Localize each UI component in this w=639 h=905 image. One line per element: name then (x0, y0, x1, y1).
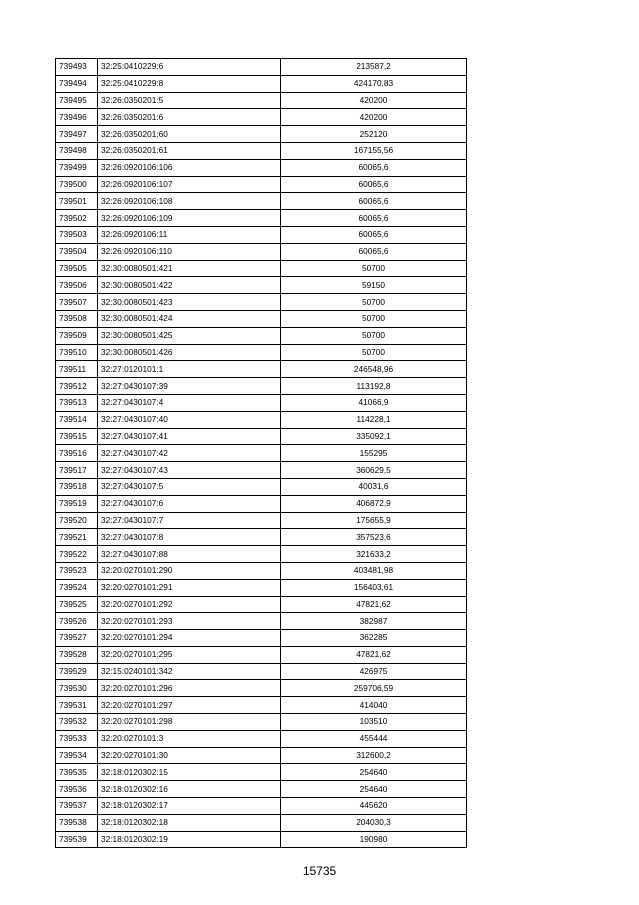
table-row (56, 663, 467, 680)
table-row (56, 428, 467, 445)
row-id-cell: 739513 (56, 394, 98, 411)
row-id-cell: 739496 (56, 109, 98, 126)
cadastral-number-cell: 32:20:0270101:298 (98, 714, 281, 731)
value-cell: 455444 (281, 730, 467, 747)
cadastral-number-cell: 32:20:0270101:292 (98, 596, 281, 613)
value-cell: 406872,9 (281, 495, 467, 512)
value-cell: 156403,61 (281, 579, 467, 596)
cadastral-number-cell: 32:26:0920106:106 (98, 159, 281, 176)
cadastral-number-cell: 32:27:0430107:43 (98, 462, 281, 479)
row-id-cell: 739504 (56, 243, 98, 260)
value-cell: 50700 (281, 344, 467, 361)
table-row (56, 92, 467, 109)
value-cell: 47821,62 (281, 646, 467, 663)
cadastral-number-cell: 32:27:0430107:42 (98, 445, 281, 462)
table-row (56, 546, 467, 563)
table-row (56, 630, 467, 647)
value-cell: 190980 (281, 831, 467, 848)
value-cell: 50700 (281, 294, 467, 311)
row-id-cell: 739499 (56, 159, 98, 176)
table-row (56, 277, 467, 294)
row-id-cell: 739520 (56, 512, 98, 529)
cadastral-number-cell: 32:26:0920106:110 (98, 243, 281, 260)
table-row (56, 697, 467, 714)
value-cell: 252120 (281, 126, 467, 143)
row-id-cell: 739530 (56, 680, 98, 697)
table-row (56, 445, 467, 462)
table-row (56, 109, 467, 126)
table-row (56, 562, 467, 579)
cadastral-number-cell: 32:18:0120302:19 (98, 831, 281, 848)
row-id-cell: 739511 (56, 361, 98, 378)
value-cell: 420200 (281, 92, 467, 109)
value-cell: 155295 (281, 445, 467, 462)
cadastral-number-cell: 32:27:0120101:1 (98, 361, 281, 378)
cadastral-number-cell: 32:20:0270101:294 (98, 630, 281, 647)
row-id-cell: 739531 (56, 697, 98, 714)
cadastral-number-cell: 32:26:0350201:60 (98, 126, 281, 143)
cadastral-number-cell: 32:18:0120302:17 (98, 798, 281, 815)
table-row (56, 714, 467, 731)
table-row (56, 310, 467, 327)
value-cell: 382987 (281, 613, 467, 630)
cadastral-number-cell: 32:20:0270101:293 (98, 613, 281, 630)
row-id-cell: 739536 (56, 781, 98, 798)
row-id-cell: 739539 (56, 831, 98, 848)
value-cell: 113192,8 (281, 378, 467, 395)
table-row (56, 462, 467, 479)
table-row (56, 596, 467, 613)
table-row (56, 529, 467, 546)
cadastral-number-cell: 32:18:0120302:15 (98, 764, 281, 781)
table-row (56, 646, 467, 663)
value-cell: 254640 (281, 781, 467, 798)
cadastral-number-cell: 32:26:0920106:109 (98, 210, 281, 227)
cadastral-number-cell: 32:30:0080501:426 (98, 344, 281, 361)
cadastral-number-cell: 32:20:0270101:30 (98, 747, 281, 764)
table-row (56, 814, 467, 831)
value-cell: 357523,6 (281, 529, 467, 546)
row-id-cell: 739522 (56, 546, 98, 563)
value-cell: 50700 (281, 327, 467, 344)
cadastral-number-cell: 32:26:0350201:6 (98, 109, 281, 126)
cadastral-number-cell: 32:27:0430107:8 (98, 529, 281, 546)
cadastral-number-cell: 32:18:0120302:16 (98, 781, 281, 798)
table-row (56, 142, 467, 159)
value-cell: 426975 (281, 663, 467, 680)
table-row (56, 226, 467, 243)
table-row (56, 512, 467, 529)
row-id-cell: 739519 (56, 495, 98, 512)
value-cell: 335092,1 (281, 428, 467, 445)
value-cell: 103510 (281, 714, 467, 731)
table-row (56, 411, 467, 428)
row-id-cell: 739517 (56, 462, 98, 479)
value-cell: 445620 (281, 798, 467, 815)
table-row (56, 747, 467, 764)
table-row (56, 159, 467, 176)
value-cell: 420200 (281, 109, 467, 126)
cadastral-number-cell: 32:20:0270101:295 (98, 646, 281, 663)
cadastral-number-cell: 32:27:0430107:5 (98, 478, 281, 495)
cadastral-number-cell: 32:26:0350201:61 (98, 142, 281, 159)
cadastral-number-cell: 32:26:0920106:107 (98, 176, 281, 193)
row-id-cell: 739527 (56, 630, 98, 647)
cadastral-number-cell: 32:25:0410229:6 (98, 59, 281, 76)
row-id-cell: 739501 (56, 193, 98, 210)
table-row (56, 831, 467, 848)
row-id-cell: 739528 (56, 646, 98, 663)
table-row (56, 260, 467, 277)
table-row (56, 210, 467, 227)
cadastral-number-cell: 32:27:0430107:41 (98, 428, 281, 445)
page-number: 15735 (302, 864, 337, 878)
row-id-cell: 739506 (56, 277, 98, 294)
cadastral-number-cell: 32:20:0270101:3 (98, 730, 281, 747)
row-id-cell: 739498 (56, 142, 98, 159)
value-cell: 403481,98 (281, 562, 467, 579)
cadastral-number-cell: 32:26:0920106:108 (98, 193, 281, 210)
cadastral-number-cell: 32:27:0430107:39 (98, 378, 281, 395)
row-id-cell: 739525 (56, 596, 98, 613)
cadastral-number-cell: 32:20:0270101:296 (98, 680, 281, 697)
table-row (56, 579, 467, 596)
table-row (56, 344, 467, 361)
row-id-cell: 739533 (56, 730, 98, 747)
row-id-cell: 739495 (56, 92, 98, 109)
table-row (56, 75, 467, 92)
value-cell: 60065,6 (281, 193, 467, 210)
cadastral-number-cell: 32:20:0270101:297 (98, 697, 281, 714)
cadastral-number-cell: 32:25:0410229:8 (98, 75, 281, 92)
row-id-cell: 739497 (56, 126, 98, 143)
value-cell: 213587,2 (281, 59, 467, 76)
value-cell: 50700 (281, 260, 467, 277)
row-id-cell: 739518 (56, 478, 98, 495)
value-cell: 246548,96 (281, 361, 467, 378)
row-id-cell: 739512 (56, 378, 98, 395)
row-id-cell: 739505 (56, 260, 98, 277)
value-cell: 60065,6 (281, 210, 467, 227)
cadastral-number-cell: 32:30:0080501:422 (98, 277, 281, 294)
table-row (56, 478, 467, 495)
value-cell: 321633,2 (281, 546, 467, 563)
value-cell: 60065,6 (281, 243, 467, 260)
value-cell: 41066,9 (281, 394, 467, 411)
table-row (56, 781, 467, 798)
row-id-cell: 739502 (56, 210, 98, 227)
table-row (56, 378, 467, 395)
row-id-cell: 739500 (56, 176, 98, 193)
row-id-cell: 739524 (56, 579, 98, 596)
value-cell: 204030,3 (281, 814, 467, 831)
row-id-cell: 739493 (56, 59, 98, 76)
value-cell: 167155,56 (281, 142, 467, 159)
row-id-cell: 739494 (56, 75, 98, 92)
table-row (56, 764, 467, 781)
cadastral-number-cell: 32:30:0080501:424 (98, 310, 281, 327)
table-row (56, 613, 467, 630)
row-id-cell: 739507 (56, 294, 98, 311)
cadastral-number-cell: 32:18:0120302:18 (98, 814, 281, 831)
cadastral-number-cell: 32:15:0240101:342 (98, 663, 281, 680)
value-cell: 312600,2 (281, 747, 467, 764)
table-row (56, 243, 467, 260)
cadastral-number-cell: 32:30:0080501:425 (98, 327, 281, 344)
table-row (56, 730, 467, 747)
table-row (56, 327, 467, 344)
value-cell: 60065,6 (281, 226, 467, 243)
value-cell: 114228,1 (281, 411, 467, 428)
table-row (56, 176, 467, 193)
value-cell: 59150 (281, 277, 467, 294)
cadastral-number-cell: 32:27:0430107:6 (98, 495, 281, 512)
table-row (56, 294, 467, 311)
cadastral-number-cell: 32:26:0920106:11 (98, 226, 281, 243)
value-cell: 175655,9 (281, 512, 467, 529)
row-id-cell: 739537 (56, 798, 98, 815)
table-body (56, 59, 467, 848)
row-id-cell: 739503 (56, 226, 98, 243)
cadastral-number-cell: 32:20:0270101:291 (98, 579, 281, 596)
row-id-cell: 739509 (56, 327, 98, 344)
table-row (56, 495, 467, 512)
value-cell: 254640 (281, 764, 467, 781)
cadastral-number-cell: 32:27:0430107:88 (98, 546, 281, 563)
row-id-cell: 739529 (56, 663, 98, 680)
table-row (56, 59, 467, 76)
row-id-cell: 739523 (56, 562, 98, 579)
table-row (56, 361, 467, 378)
row-id-cell: 739515 (56, 428, 98, 445)
row-id-cell: 739516 (56, 445, 98, 462)
value-cell: 414040 (281, 697, 467, 714)
cadastral-number-cell: 32:27:0430107:40 (98, 411, 281, 428)
row-id-cell: 739508 (56, 310, 98, 327)
cadastral-number-cell: 32:30:0080501:421 (98, 260, 281, 277)
value-cell: 60065,6 (281, 176, 467, 193)
cadastral-number-cell: 32:30:0080501:423 (98, 294, 281, 311)
row-id-cell: 739535 (56, 764, 98, 781)
value-cell: 360629,5 (281, 462, 467, 479)
row-id-cell: 739526 (56, 613, 98, 630)
table-row (56, 798, 467, 815)
value-cell: 50700 (281, 310, 467, 327)
value-cell: 40031,6 (281, 478, 467, 495)
cadastral-value-table (55, 58, 467, 848)
value-cell: 424170,83 (281, 75, 467, 92)
row-id-cell: 739514 (56, 411, 98, 428)
row-id-cell: 739521 (56, 529, 98, 546)
cadastral-number-cell: 32:26:0350201:5 (98, 92, 281, 109)
value-cell: 259706,59 (281, 680, 467, 697)
row-id-cell: 739538 (56, 814, 98, 831)
table-row (56, 680, 467, 697)
cadastral-number-cell: 32:20:0270101:290 (98, 562, 281, 579)
row-id-cell: 739510 (56, 344, 98, 361)
table-row (56, 394, 467, 411)
cadastral-number-cell: 32:27:0430107:7 (98, 512, 281, 529)
value-cell: 60065,6 (281, 159, 467, 176)
table-row (56, 126, 467, 143)
cadastral-number-cell: 32:27:0430107:4 (98, 394, 281, 411)
value-cell: 362285 (281, 630, 467, 647)
value-cell: 47821,62 (281, 596, 467, 613)
table-row (56, 193, 467, 210)
row-id-cell: 739534 (56, 747, 98, 764)
row-id-cell: 739532 (56, 714, 98, 731)
